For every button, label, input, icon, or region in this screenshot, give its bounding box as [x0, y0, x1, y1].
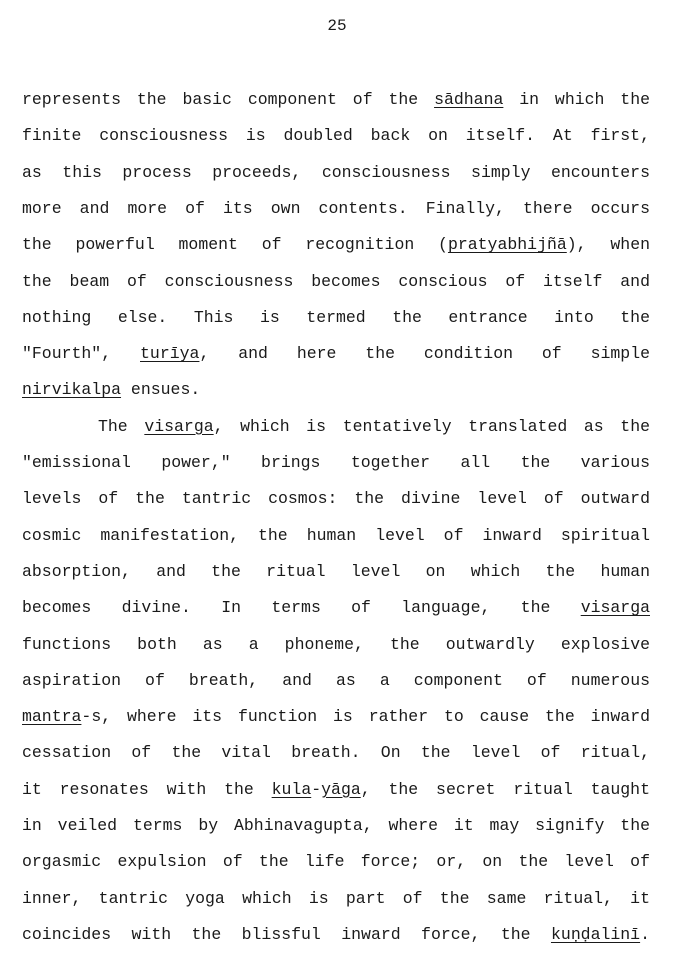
text-segment: , and here the condition of simple: [199, 344, 650, 364]
text-segment: ), when: [566, 235, 650, 255]
text-line: [22, 233, 650, 257]
underlined-term: pratyabhijñā: [447, 235, 567, 255]
text-segment: "emissional power," brings together all the various: [22, 453, 650, 472]
text-segment: aspiration of breath, and as a component of numerous: [22, 670, 650, 690]
text-segment: as this process proceeds, consciousness simply encounters: [22, 162, 650, 182]
text-line: [22, 161, 650, 185]
text-line: [22, 270, 650, 294]
underlined-term: turīya: [140, 344, 200, 364]
text-line: [22, 850, 650, 874]
text-segment: , the secret ritual taught: [360, 779, 650, 799]
text-line: [22, 814, 650, 838]
text-segment: .: [640, 924, 650, 944]
underlined-term: kuṇḍalinī: [550, 924, 641, 944]
underlined-term: nirvikalpa: [22, 380, 122, 400]
underlined-term: visarga: [144, 416, 214, 436]
text-segment: -s, where its function is rather to cause the inward: [81, 707, 650, 727]
text-line: [22, 197, 650, 221]
text-segment: "Fourth",: [22, 344, 141, 364]
text-segment: the beam of consciousness becomes conscious of itself and: [22, 271, 650, 291]
text-line: [22, 669, 650, 693]
text-segment: more and more of its own contents. Finally, there occurs: [22, 198, 650, 218]
text-line: [22, 778, 650, 802]
underlined-term: yāga: [321, 779, 361, 799]
text-line: [22, 451, 650, 475]
text-segment: inner, tantric yoga which is part of the same ritual, it: [22, 888, 650, 908]
text-segment: functions both as a phoneme, the outwardly explosive: [22, 634, 650, 654]
text-line: [22, 378, 650, 402]
text-segment: it resonates with the: [22, 779, 272, 799]
text-segment: orgasmic expulsion of the life force; or, on the level of: [22, 852, 650, 872]
underlined-term: mantra: [22, 707, 82, 727]
text-segment: , which is tentatively translated as the: [213, 416, 650, 436]
text-line: [22, 124, 650, 148]
text-segment: becomes divine. In terms of language, the: [22, 598, 581, 618]
text-segment: in veiled terms by Abhinavagupta, where it may signify the: [22, 816, 650, 835]
text-line: [22, 560, 650, 584]
text-segment: nothing else. This is termed the entrance into the: [22, 307, 650, 327]
text-segment: the powerful moment of recognition (: [22, 235, 448, 255]
underlined-term: visarga: [580, 598, 650, 618]
text-line: [22, 88, 650, 112]
text-line: [98, 415, 650, 439]
text-line: [22, 306, 650, 330]
text-segment: -: [311, 779, 322, 799]
page-number: 25: [327, 17, 347, 35]
underlined-term: sādhana: [434, 90, 504, 109]
text-segment: coincides with the blissful inward force, the: [22, 924, 551, 944]
text-segment: cessation of the vital breath. On the level of ritual,: [22, 743, 650, 763]
text-segment: in which the: [503, 90, 650, 109]
text-segment: absorption, and the ritual level on which the human: [22, 561, 650, 581]
text-segment: represents the basic component of the: [22, 90, 435, 109]
underlined-term: kula: [271, 779, 312, 799]
text-line: [22, 487, 650, 511]
text-line: [22, 705, 650, 729]
text-segment: finite consciousness is doubled back on itself. At first,: [22, 126, 650, 146]
text-line: [22, 887, 650, 911]
text-line: [22, 596, 650, 620]
text-line: [22, 524, 650, 548]
text-segment: levels of the tantric cosmos: the divine level of outward: [22, 489, 650, 509]
text-line: [22, 342, 650, 366]
text-segment: cosmic manifestation, the human level of inward spiritual: [22, 525, 650, 545]
text-segment: ensues.: [121, 380, 201, 400]
text-line: [22, 923, 650, 947]
text-line: [22, 741, 650, 765]
text-line: [22, 633, 650, 657]
text-segment: The: [98, 416, 145, 436]
